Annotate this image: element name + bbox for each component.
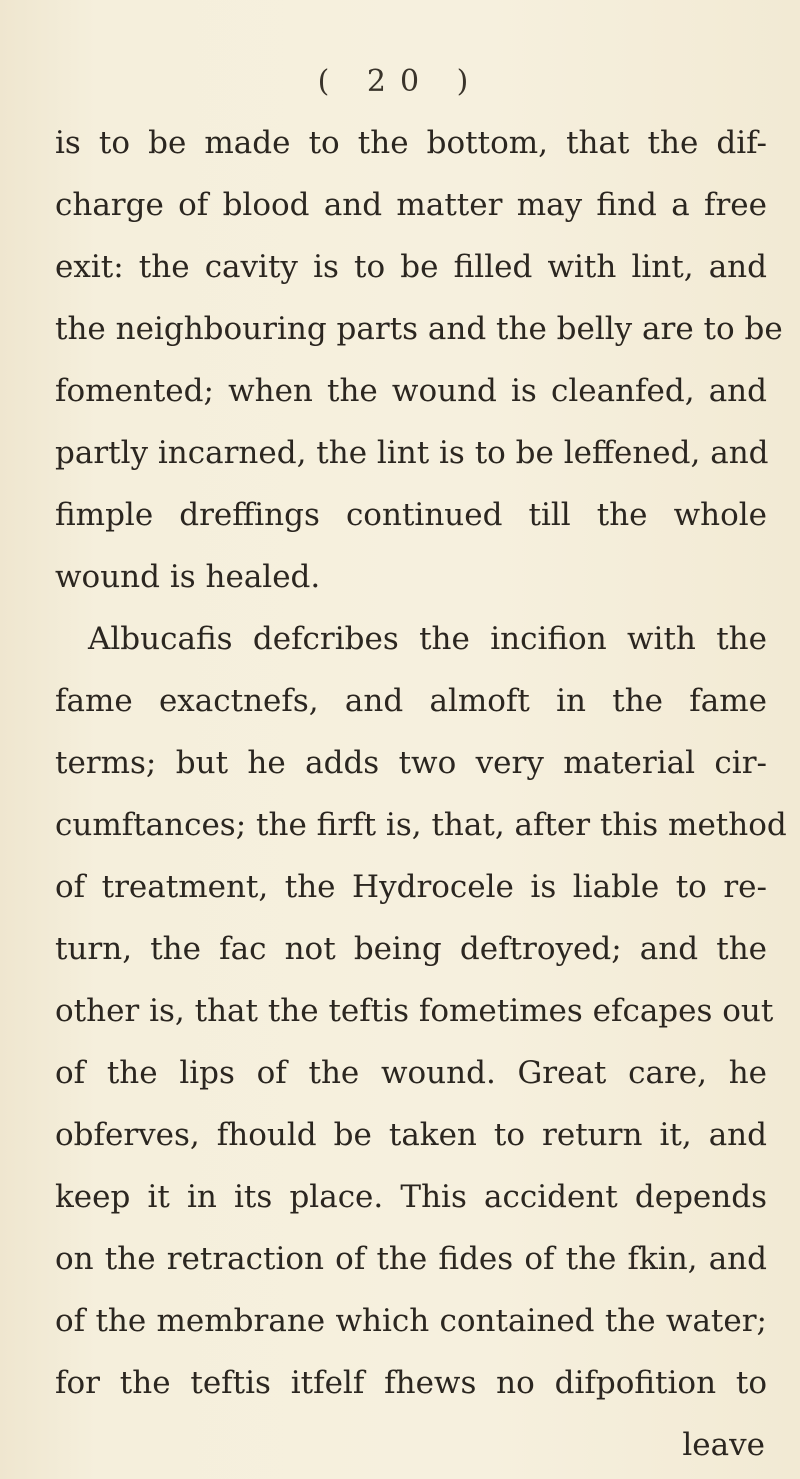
text-line: terms; but he adds two very material cir- <box>55 745 767 781</box>
catchword: leave <box>682 1427 765 1463</box>
text-line: is to be made to the bottom, that the dif- <box>55 125 767 161</box>
text-line: on the retraction of the fides of the fkin, and <box>55 1241 767 1277</box>
text-line: for the teftis itfelf fhews no difpofition to <box>55 1365 767 1401</box>
text-line: partly incarned, the lint is to be leffened, and <box>55 435 769 471</box>
text-line: charge of blood and matter may find a free <box>55 187 767 223</box>
text-line: other is, that the teftis fometimes efcapes out <box>55 993 774 1029</box>
text-line: of the lips of the wound. Great care, he <box>55 1055 767 1091</box>
text-line: fimple dreffings continued till the whole <box>55 497 767 533</box>
body-text <box>55 112 787 1476</box>
text-line: of the membrane which contained the water; <box>55 1303 767 1339</box>
text-line: of treatment, the Hydrocele is liable to re- <box>55 869 767 905</box>
text-line: fomented; when the wound is cleanfed, and <box>55 373 767 409</box>
text-line: obferves, fhould be taken to return it, and <box>55 1117 767 1153</box>
text-line: turn, the fac not being deftroyed; and the <box>55 931 767 967</box>
text-line: keep it in its place. This accident depends <box>55 1179 767 1215</box>
text-line: cumftances; the firft is, that, after this method <box>55 807 787 843</box>
text-line: the neighbouring parts and the belly are to be <box>55 311 783 347</box>
text-line: fame exactnefs, and almoft in the fame <box>55 683 767 719</box>
paragraph-first-line: Albucafis defcribes the incifion with the <box>88 621 767 657</box>
text-line: exit: the cavity is to be filled with lint, and <box>55 249 767 285</box>
text-line: wound is healed. <box>55 559 321 595</box>
page-number: ( 20 ) <box>317 64 483 99</box>
